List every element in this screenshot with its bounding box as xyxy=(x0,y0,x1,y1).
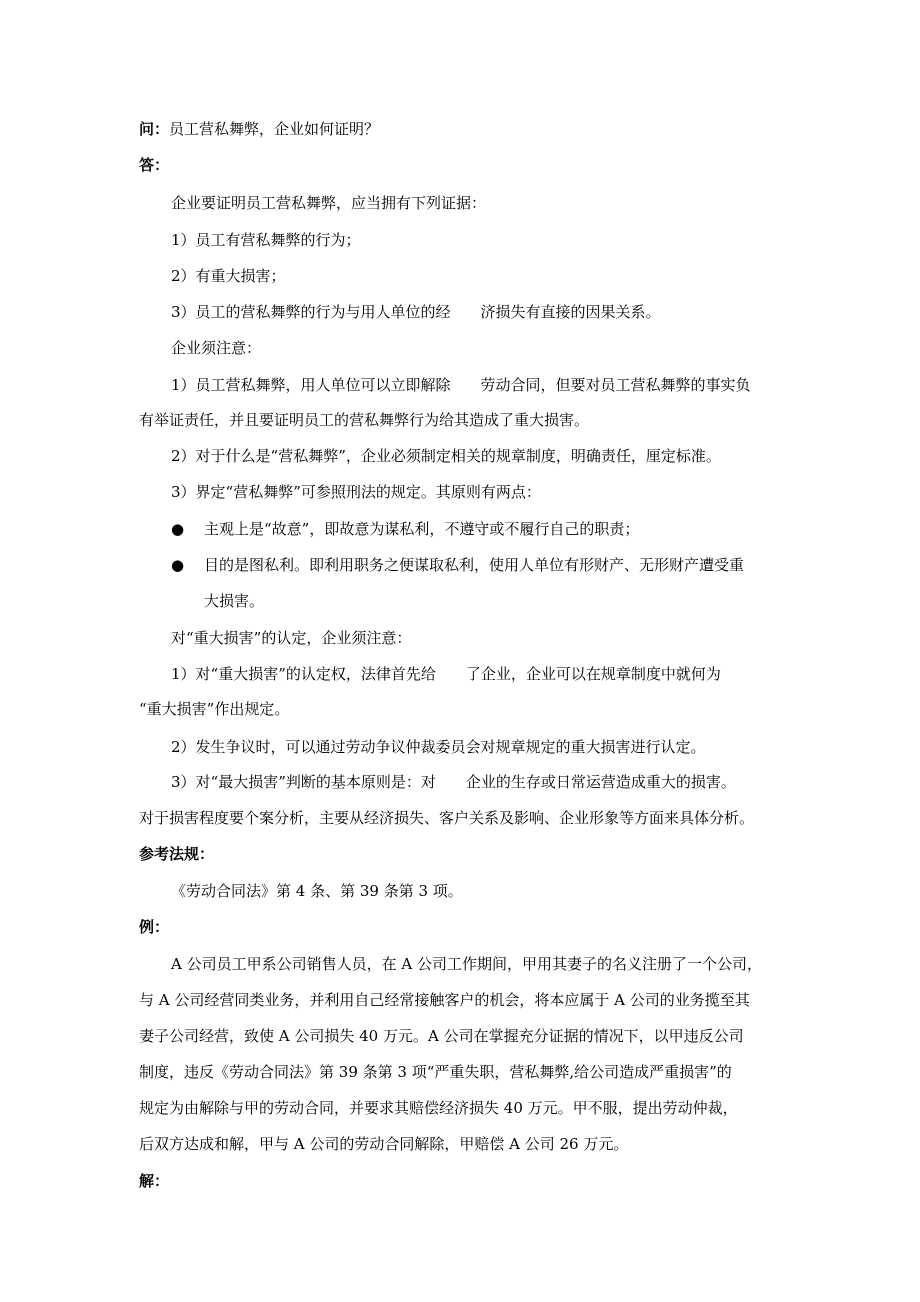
example-line-3: 妻子公司经营，致使 A 公司损失 40 万元。A 公司在掌握充分证据的情况下，以甲违反公司 xyxy=(139,1027,744,1045)
reference-text: 《劳动合同法》第 4 条、第 39 条第 3 项。 xyxy=(171,882,463,900)
question-text: 员工营私舞弊，企业如何证明？ xyxy=(169,120,380,138)
notice-1-line-1: 1）员工营私舞弊，用人单位可以立即解除 劳动合同，但要对员工营私舞弊的事实负 xyxy=(171,376,751,394)
example-line-6: 后双方达成和解，甲与 A 公司的劳动合同解除，甲赔偿 A 公司 26 万元。 xyxy=(139,1135,629,1153)
bullet-dot-icon: ● xyxy=(171,556,185,574)
notice-2: 2）对于什么是“营私舞弊”，企业必须制定相关的规章制度，明确责任，厘定标准。 xyxy=(171,447,721,465)
reference-label: 参考法规： xyxy=(139,845,215,863)
example-line-1: A 公司员工甲系公司销售人员，在 A 公司工作期间，甲用其妻子的名义注册了一个公司， xyxy=(171,955,762,973)
example-line-2: 与 A 公司经营同类业务，并利用自己经常接触客户的机会，将本应属于 A 公司的业务揽至其 xyxy=(139,991,750,1009)
notice-title: 企业须注意： xyxy=(171,339,262,357)
harm-1-line-2: “重大损害”作出规定。 xyxy=(139,700,290,718)
example-line-5: 规定为由解除与甲的劳动合同，并要求其赔偿经济损失 40 万元。甲不服，提出劳动仲裁， xyxy=(139,1099,738,1117)
harm-3-line-2: 对于损害程度要个案分析，主要从经济损失、客户关系及影响、企业形象等方面来具体分析。 xyxy=(139,809,755,827)
notice-3: 3）界定“营私舞弊”可参照刑法的规定。其原则有两点： xyxy=(171,483,541,501)
evidence-item-3: 3）员工的营私舞弊的行为与用人单位的经 济损失有直接的因果关系。 xyxy=(171,303,661,321)
question-line xyxy=(139,118,379,140)
harm-2: 2）发生争议时，可以通过劳动争议仲裁委员会对规章规定的重大损害进行认定。 xyxy=(171,738,706,756)
notice-1-line-2: 有举证责任，并且要证明员工的营私舞弊行为给其造成了重大损害。 xyxy=(139,411,590,429)
evidence-item-2: 2）有重大损害； xyxy=(171,267,286,285)
harm-title: 对“重大损害”的认定，企业须注意： xyxy=(171,629,412,647)
answer-intro: 企业要证明员工营私舞弊，应当拥有下列证据： xyxy=(171,194,487,212)
harm-1-line-1: 1）对“重大损害”的认定权，法律首先给 了企业，企业可以在规章制度中就何为 xyxy=(171,665,721,683)
bullet-item-1: 主观上是“故意”，即故意为谋私利，不遵守或不履行自己的职责； xyxy=(204,520,640,538)
example-label: 例： xyxy=(139,918,170,936)
question-label: 问： xyxy=(139,120,170,138)
solution-label: 解： xyxy=(139,1172,170,1190)
harm-3-line-1: 3）对“最大损害”判断的基本原则是：对 企业的生存或日常运营造成重大的损害。 xyxy=(171,773,736,791)
bullet-dot-icon: ● xyxy=(171,520,185,538)
answer-label: 答： xyxy=(139,156,170,174)
evidence-item-1: 1）员工有营私舞弊的行为； xyxy=(171,231,361,249)
bullet-item-2-line-2: 大损害。 xyxy=(204,592,265,610)
bullet-item-2-line-1: 目的是图私利。即利用职务之便谋取私利，使用人单位有形财产、无形财产遭受重 xyxy=(204,556,745,574)
example-line-4: 制度，违反《劳动合同法》第 39 条第 3 项“严重失职，营私舞弊,给公司造成严重损害”的 xyxy=(139,1063,732,1081)
